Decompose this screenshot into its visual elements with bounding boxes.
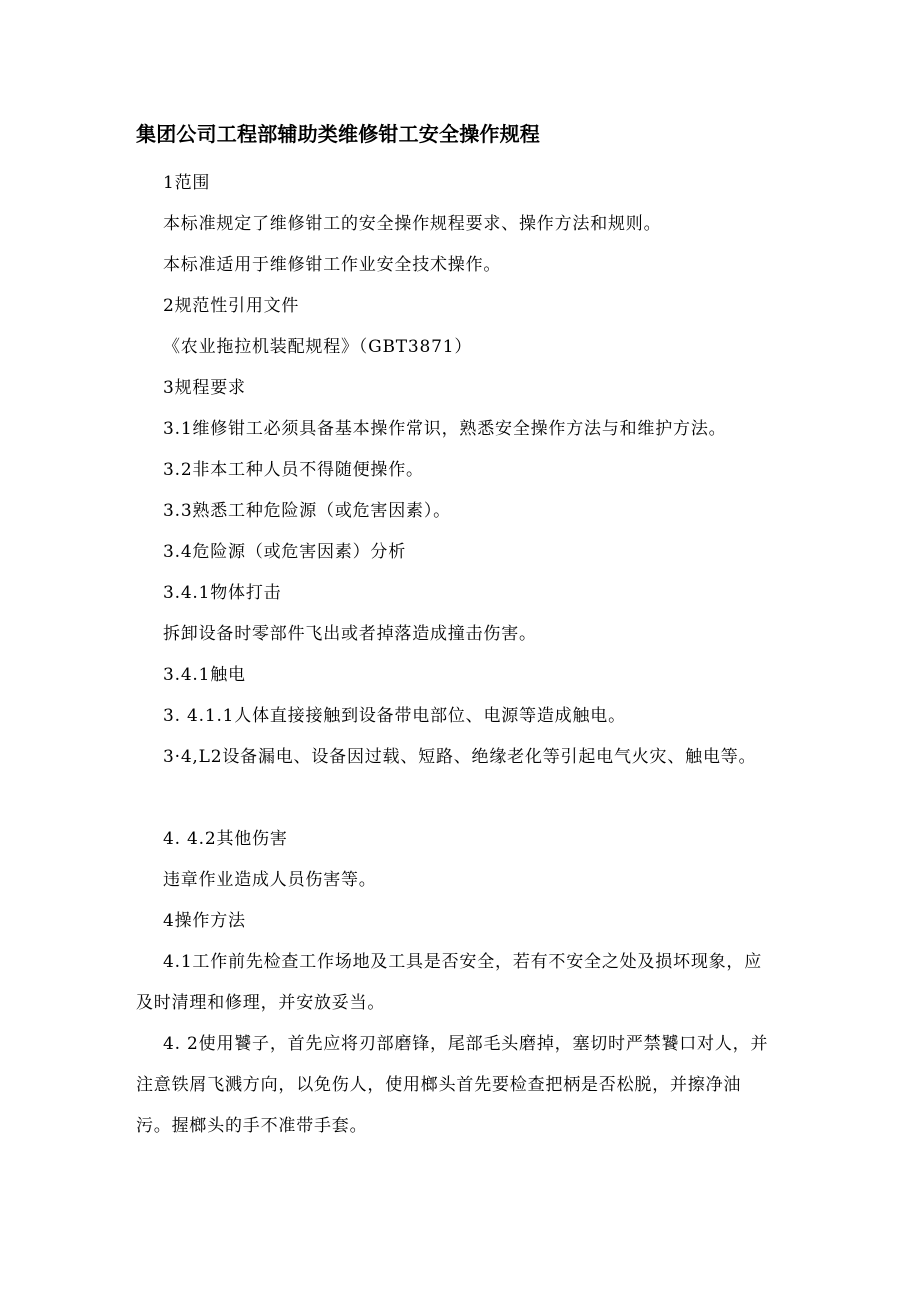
paragraph-4-1: 4.1工作前先检查工作场地及工具是否安全，若有不安全之处及损坏现象，应及时清理和修理，并安放妥当。 (136, 952, 763, 1013)
paragraph-scope-definition: 本标准规定了维修钳工的安全操作规程要求、操作方法和规则。 (163, 214, 662, 234)
section-4-heading: 4操作方法 (163, 911, 246, 931)
paragraph-other-injury-description: 违章作业造成人员伤害等。 (163, 870, 377, 890)
section-1-heading: 1范围 (163, 173, 211, 193)
paragraph-4-2: 4. 2使用饕子，首先应将刃部磨锋，尾部毛头磨掉，塞切时严禁饕口对人，并注意铁屑飞溅方向，以免伤人，使用榔头首先要检查把柄是否松脱，并擦净油污。握榔头的手不准带手套。 (136, 1034, 769, 1136)
paragraph-object-strike-description: 拆卸设备时零部件飞出或者掉落造成撞击伤害。 (163, 624, 537, 644)
paragraph-reference-document: 《农业拖拉机装配规程》（GBT3871） (163, 337, 473, 357)
section-3-heading: 3规程要求 (163, 378, 246, 398)
paragraph-3-4-1-electric-shock: 3.4.1触电 (163, 665, 246, 685)
paragraph-3-4: 3.4危险源（或危害因素）分析 (163, 542, 407, 562)
paragraph-4-4-2-other-injury: 4. 4.2其他伤害 (163, 829, 288, 849)
paragraph-3-4-1-1: 3. 4.1.1人体直接接触到设备带电部位、电源等造成触电。 (163, 706, 626, 726)
paragraph-3-3: 3.3熟悉工种危险源（或危害因素）。 (163, 501, 451, 521)
paragraph-3-1: 3.1维修钳工必须具备基本操作常识，熟悉安全操作方法与和维护方法。 (163, 419, 727, 439)
paragraph-3-4-1-object-strike: 3.4.1物体打击 (163, 583, 282, 603)
paragraph-scope-applicability: 本标准适用于维修钳工作业安全技术操作。 (163, 255, 502, 275)
paragraph-3-2: 3.2非本工种人员不得随便操作。 (163, 460, 424, 480)
document-title: 集团公司工程部辅助类维修钳工安全操作规程 (136, 122, 540, 146)
paragraph-3-4-1-2: 3·4,L2设备漏电、设备因过载、短路、绝缘老化等引起电气火灾、触电等。 (163, 747, 757, 767)
section-2-heading: 2规范性引用文件 (163, 296, 300, 316)
